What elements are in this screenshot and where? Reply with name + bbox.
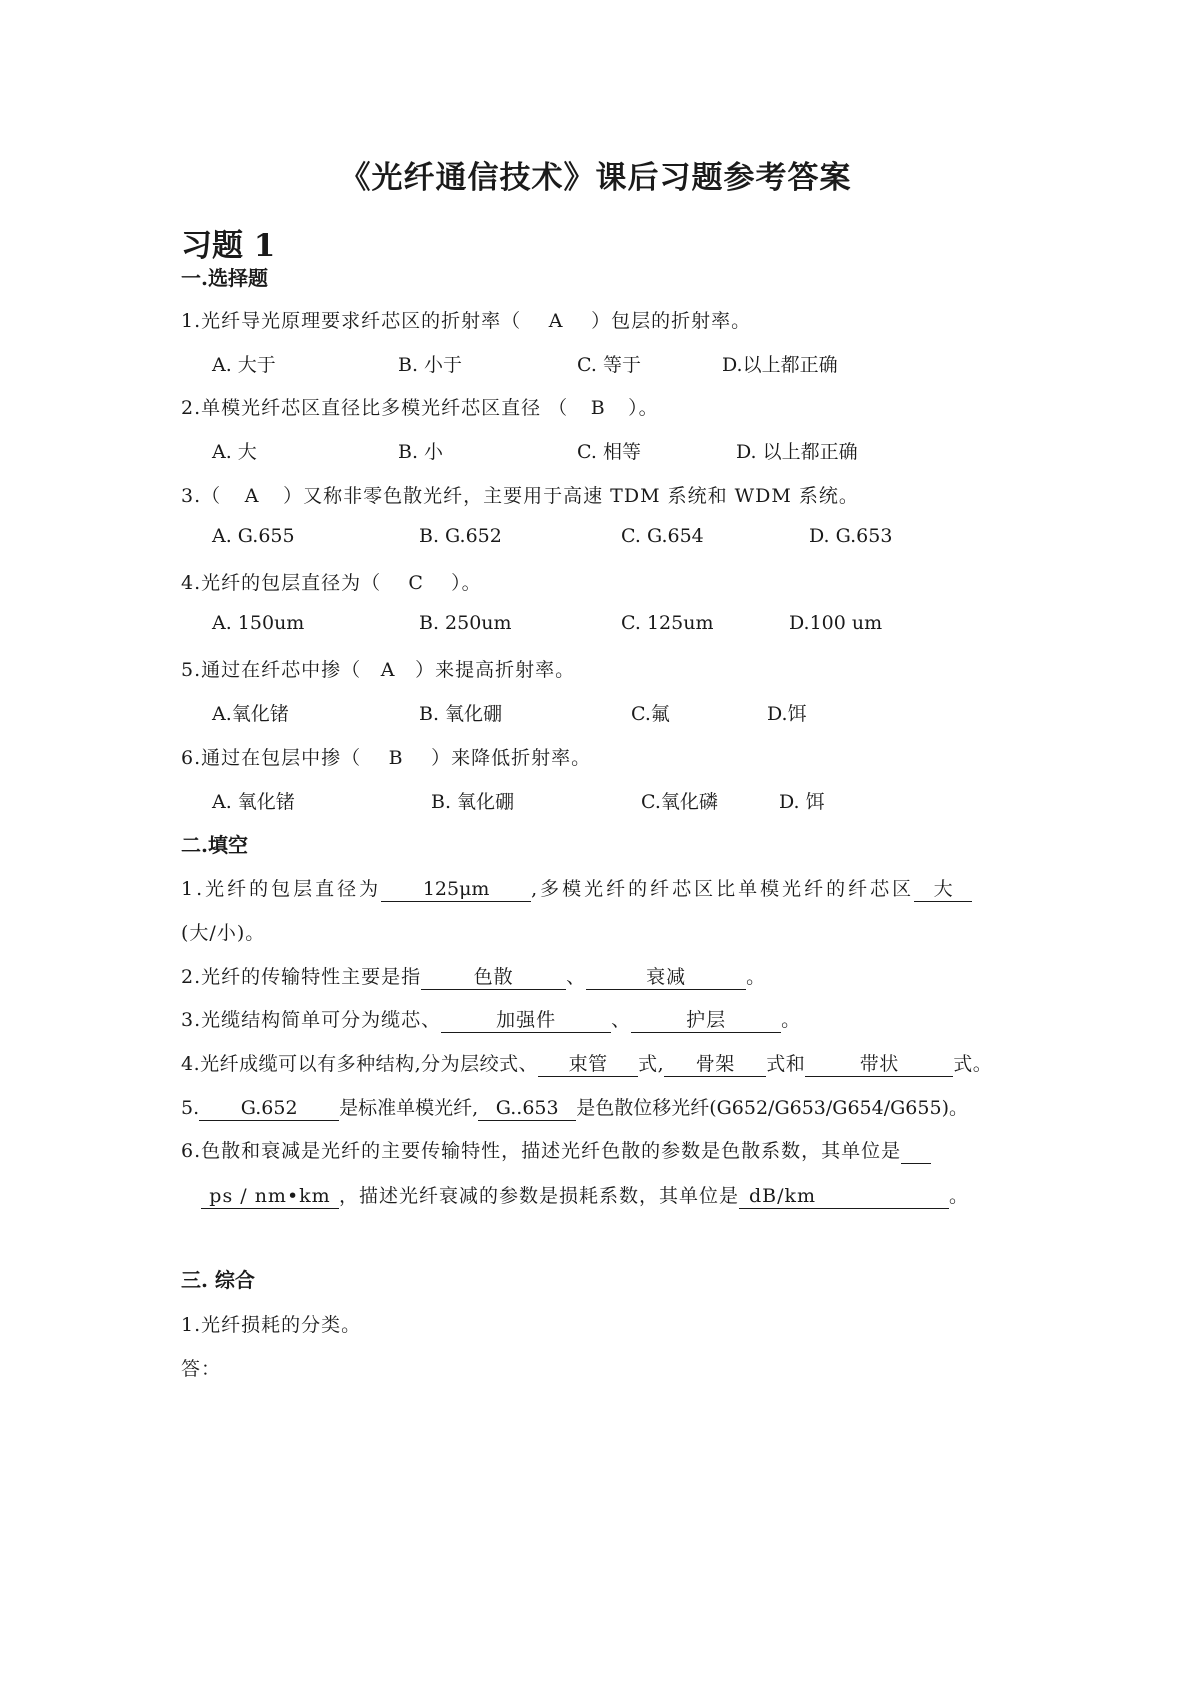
section-heading-fill-in: 二.填空 [181,833,248,857]
option-c: C. G.654 [621,525,704,547]
option-d: D. 以上都正确 [736,441,858,463]
choice-question-5 [181,655,575,682]
question-text: ）来提高折射率。 [415,659,576,681]
question-text: 1.光纤的包层直径为 [181,878,382,900]
fill-blank: 骨架 [664,1054,766,1077]
fill-blank: 加强件 [441,1010,611,1033]
option-d: D. 饵 [779,791,825,813]
question-answer: B [590,397,606,419]
question-text: 。 [781,1009,802,1031]
question-text: 是标准单模光纤, [339,1097,479,1119]
choice-question-3 [181,481,859,508]
fill-question-3 [181,1005,801,1033]
option-b: B. 氧化硼 [419,703,503,725]
option-d: D.以上都正确 [722,354,838,376]
question-answer: A [380,659,396,681]
question-answer: A [548,310,564,332]
fill-blank: 束管 [538,1054,638,1077]
question-text: 、 [611,1009,632,1031]
question-text: 5.通过在纤芯中掺（ [181,659,362,681]
fill-blank: G..653 [478,1098,576,1121]
fill-question-1 [181,874,972,902]
question-text: 、 [566,966,587,988]
question-text: 2.单模光纤芯区直径比多模光纤芯区直径 （ [181,397,569,419]
question-text: 4.光纤的包层直径为（ [181,572,382,594]
option-a: A. G.655 [212,525,295,547]
option-a: A. 大 [212,441,257,463]
choice-question-6 [181,743,591,770]
option-c: C.氧化磷 [641,791,718,813]
option-c: C.氟 [631,703,670,725]
question-text: 。 [949,1185,970,1207]
question-text: ）。 [451,572,482,594]
question-text: 1.光纤导光原理要求纤芯区的折射率（ [181,310,522,332]
option-b: B. 250um [419,612,512,634]
option-d: D.饵 [767,703,807,725]
section-heading-choice: 一.选择题 [181,266,268,290]
question-text: 是色散位移光纤(G652/G653/G654/G655)。 [576,1097,968,1119]
fill-blank-start [901,1141,931,1164]
fill-blank: 带状 [805,1054,953,1077]
question-answer: A [244,485,260,507]
fill-blank: dB/km [739,1186,949,1209]
question-text: 5. [181,1097,200,1119]
option-c: C. 相等 [577,441,641,463]
fill-question-5 [181,1093,968,1121]
choice-question-1 [181,306,751,333]
question-text: 式和 [766,1053,806,1075]
fill-question-4 [181,1049,992,1077]
option-b: B. G.652 [419,525,502,547]
question-text: 6.色散和衰减是光纤的主要传输特性，描述光纤色散的参数是色散系数，其单位是 [181,1140,902,1162]
fill-blank: 125μm [381,879,531,902]
option-d: D. G.653 [809,525,893,547]
fill-question-1-continued: (大/小)。 [181,922,266,944]
question-text: ）又称非零色散光纤，主要用于高速 TDM 系统和 WDM 系统。 [283,485,859,507]
comprehensive-question-1: 1.光纤损耗的分类。 [181,1314,362,1336]
question-text: 2.光纤的传输特性主要是指 [181,966,422,988]
fill-blank: 色散 [421,967,566,990]
exercise-title: 习题 1 [181,228,276,264]
question-text: 3.光缆结构简单可分为缆芯、 [181,1009,442,1031]
option-b: B. 小 [398,441,444,463]
fill-blank: G.652 [199,1098,339,1121]
question-text: 式。 [953,1053,993,1075]
section-heading-comprehensive: 三. 综合 [181,1268,255,1292]
option-a: A. 氧化锗 [212,791,295,813]
fill-blank: 护层 [631,1010,781,1033]
question-answer: C [408,572,424,594]
fill-blank: 大 [914,879,972,902]
option-c: C. 125um [621,612,714,634]
option-b: B. 小于 [398,354,463,376]
question-text: 式, [638,1053,665,1075]
question-text: ）来降低折射率。 [431,747,592,769]
fill-blank: 衰减 [586,967,746,990]
question-text: ，描述光纤衰减的参数是损耗系数，其单位是 [339,1185,740,1207]
option-a: A.氧化锗 [212,703,289,725]
fill-question-6-continued [201,1181,969,1209]
question-text: ）包层的折射率。 [591,310,752,332]
question-text: 。 [746,966,767,988]
option-a: A. 大于 [212,354,276,376]
option-b: B. 氧化硼 [431,791,515,813]
fill-question-6 [181,1136,931,1164]
option-a: A. 150um [212,612,305,634]
question-text: ）。 [628,397,659,419]
answer-label: 答： [181,1358,222,1380]
question-text: ,多模光纤的纤芯区比单模光纤的纤芯区 [531,878,915,900]
option-d: D.100 um [789,612,883,634]
question-answer: B [388,747,404,769]
fill-blank: ps / nm•km [201,1186,339,1209]
question-text: 4.光纤成缆可以有多种结构,分为层绞式、 [181,1053,539,1075]
choice-question-4 [181,568,482,595]
question-text: 6.通过在包层中掺（ [181,747,362,769]
option-c: C. 等于 [577,354,641,376]
document-title: 《光纤通信技术》课后习题参考答案 [339,160,852,196]
choice-question-2 [181,393,659,420]
question-text: 3.（ [181,485,222,507]
fill-question-2 [181,962,766,990]
